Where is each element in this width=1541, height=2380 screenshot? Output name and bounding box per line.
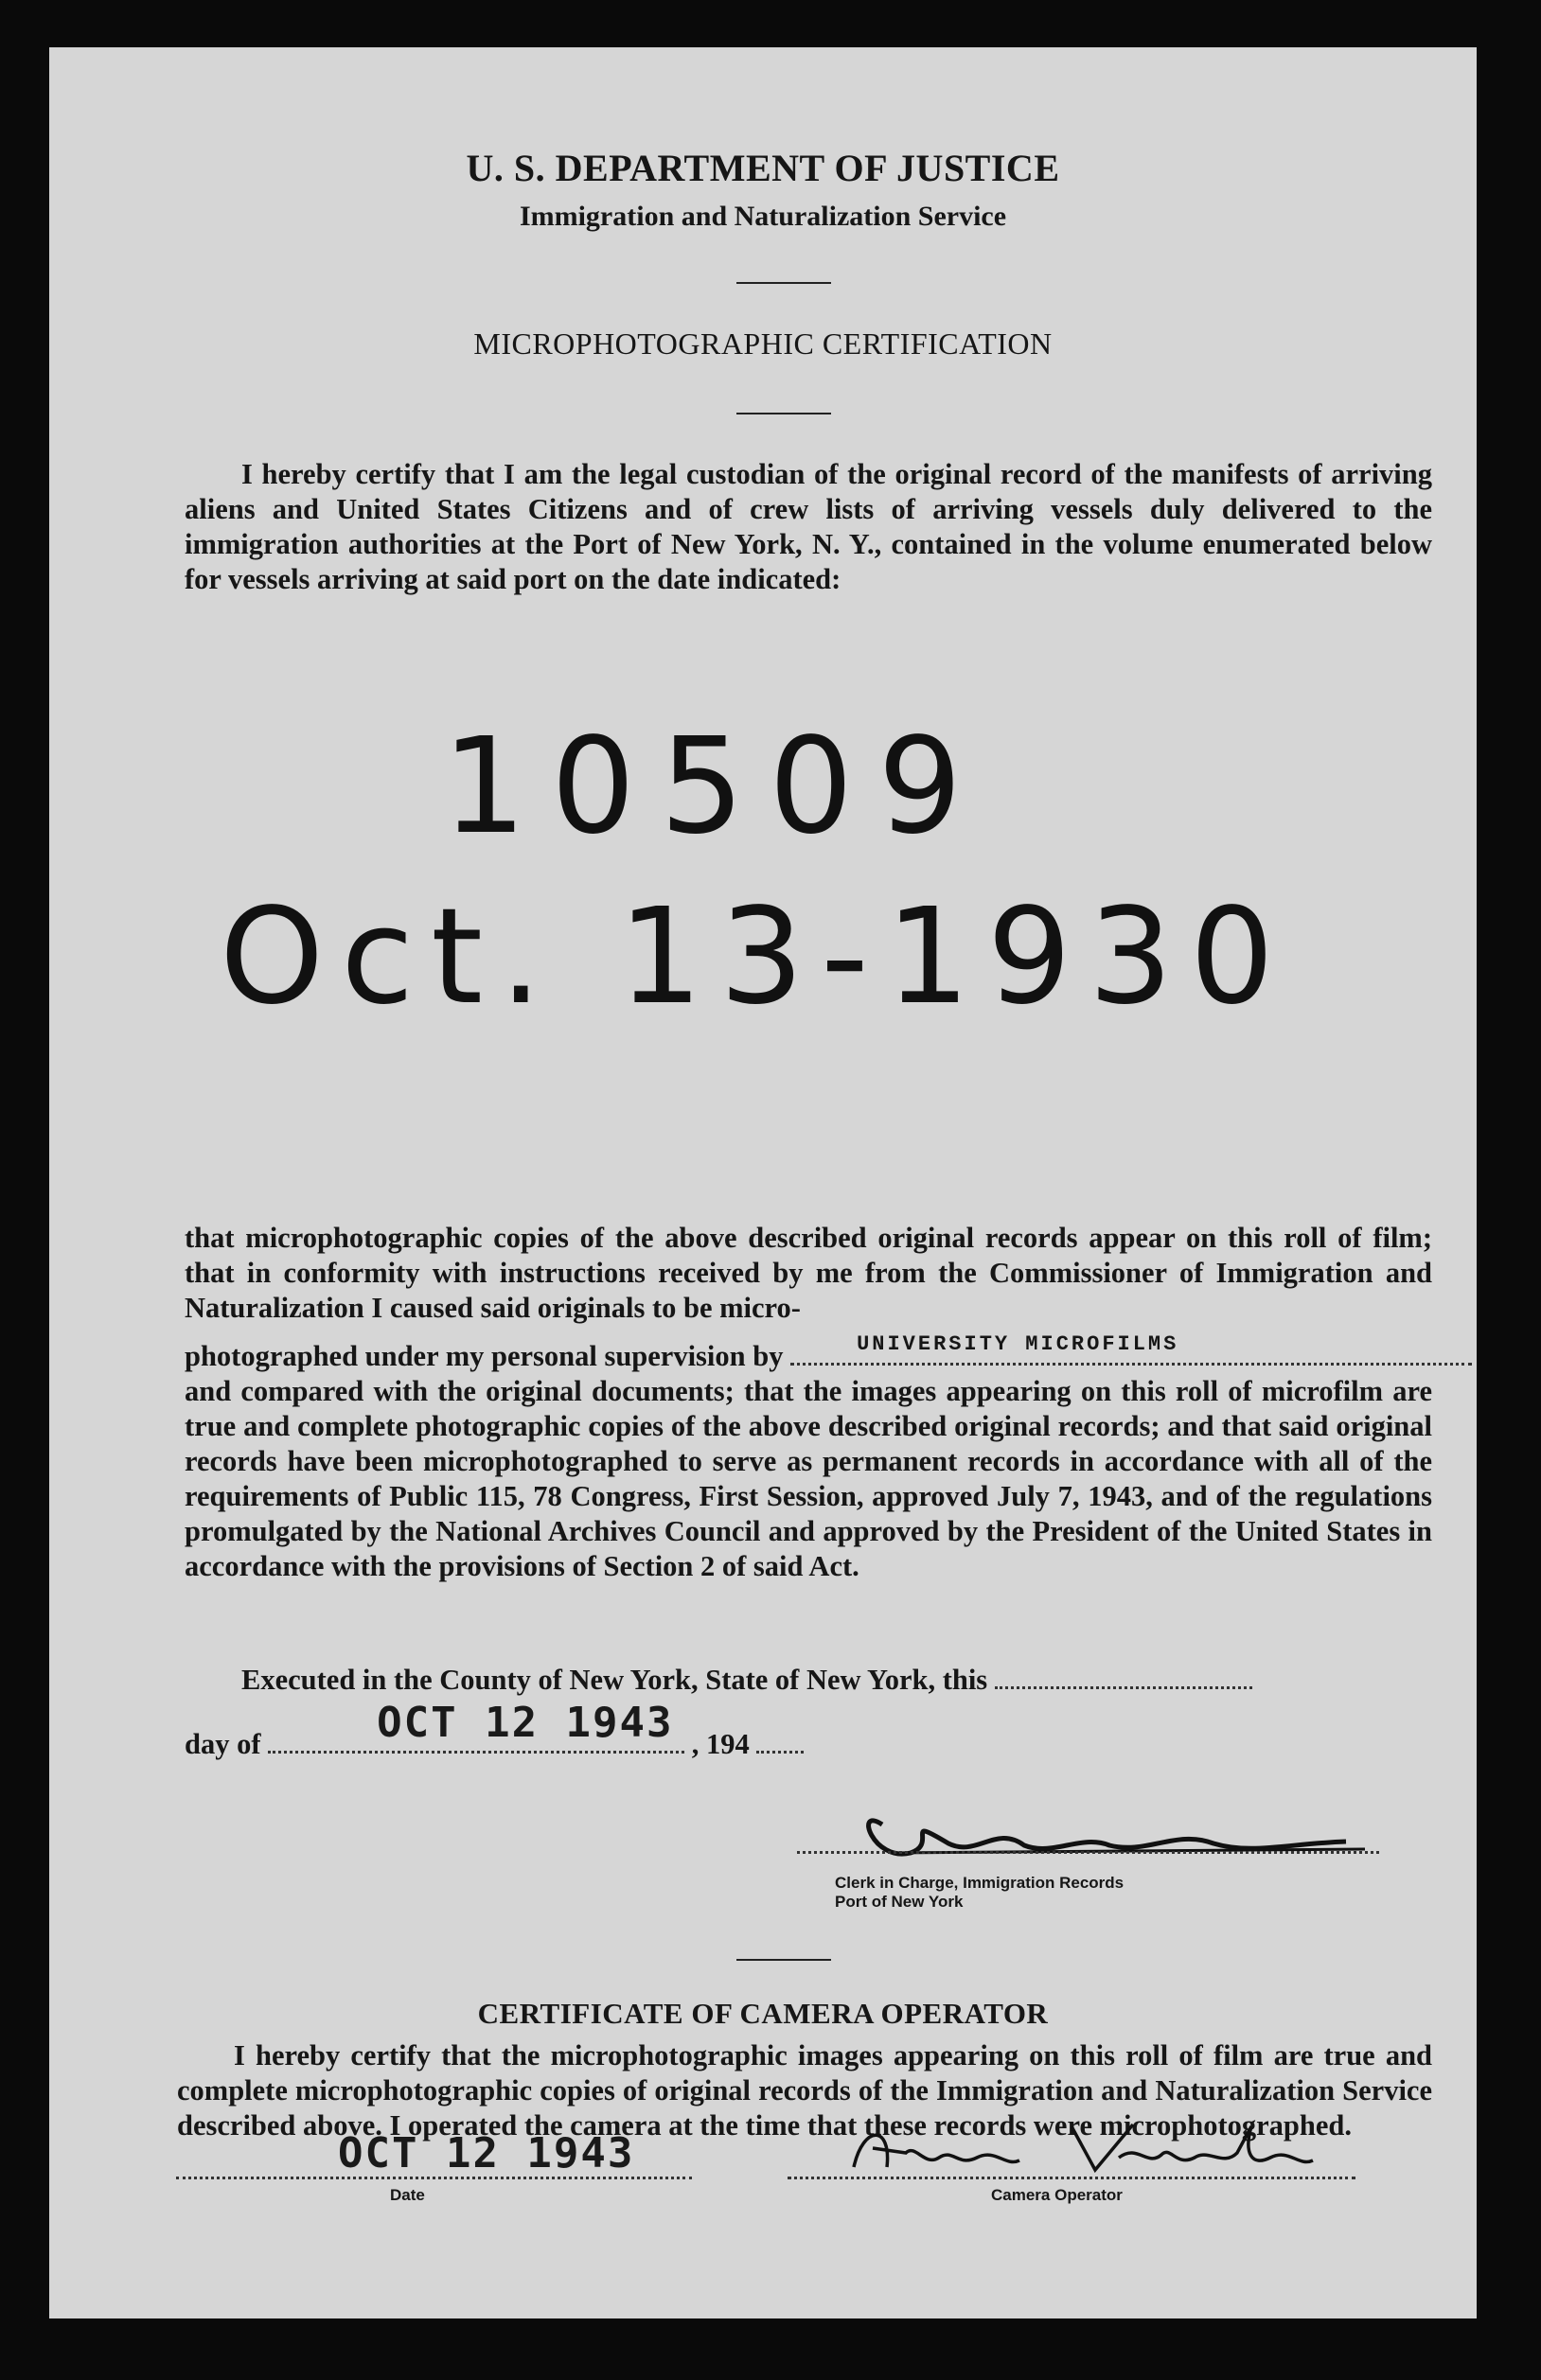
certification-title: MICROPHOTOGRAPHIC CERTIFICATION [473,326,1053,361]
executed-line [241,1663,1252,1698]
year-blank [756,1732,804,1754]
clerk-title: Clerk in Charge, Immigration Records [835,1874,1125,1892]
camera-date-label: Date [390,2186,425,2204]
divider [736,413,831,414]
custodian-paragraph: I hereby certify that I am the legal custodian of the original record of the manifests of arriving aliens and United States Citizens and of crew lists of arriving vessels duly delivered to the immigration authorities at the Port of New York, N. Y., contained in the volume enumerated below for vessels arriving at said port on the date indicated: [185,458,1432,595]
date-stamp: OCT 12 1943 [377,1699,674,1747]
clerk-signature-line [797,1851,1379,1854]
supervision-line [185,1332,1432,1374]
clerk-signature-block [797,1787,1422,1872]
handwritten-volume-date: Oct. 13-1930 [220,880,1292,1034]
photographer-name: UNIVERSITY MICROFILMS [857,1332,1179,1356]
camera-date-stamp: OCT 12 1943 [338,2129,635,2177]
certificate-page [49,47,1477,2318]
year-prefix: , 194 [691,1728,750,1760]
supervision-text: photographed under my personal supervision by [185,1340,784,1372]
clerk-port: Port of New York [835,1893,964,1911]
camera-operator-signature [835,2115,1327,2181]
day-of-line [185,1699,804,1762]
service-subheading: Immigration and Naturalization Service [519,201,1007,232]
department-heading: U. S. DEPARTMENT OF JUSTICE [466,147,1060,189]
photographer-field [790,1332,1472,1366]
camera-certificate-title: CERTIFICATE OF CAMERA OPERATOR [477,1997,1049,2030]
day-of-blank [268,1699,684,1754]
body-paragraph-a: that microphotographic copies of the above described original records appear on this roll of film; that in conformity with instructions received by me from the Commissioner of Immigration and Naturalization I caused said originals to be micro- [185,1222,1432,1324]
divider [736,282,831,284]
executed-text: Executed in the County of New York, State of New York, this [241,1664,988,1696]
camera-operator-line [788,2177,1355,2179]
clerk-signature [835,1787,1403,1872]
camera-operator-label: Camera Operator [991,2186,1123,2204]
divider [736,1959,831,1961]
camera-certificate-paragraph: I hereby certify that the microphotographic images appearing on this roll of film are true and complete microphotographic copies of original records of the Immigration and Naturalization Service described above. I operated the camera at the time that these records were microphotographed. [177,2039,1432,2142]
day-of-text: day of [185,1728,261,1760]
handwritten-volume-number: 10509 [442,710,987,864]
executed-blank [995,1667,1252,1689]
body-paragraph-c: and compared with the original documents; that the images appearing on this roll of microfilm are true and complete photographic copies of the above described original records; and that said original records have been microphotographed to serve as permanent records in accordance with all of the requirements of Public 115, 78 Congress, First Session, approved July 7, 1943, and of the regulations promulgated by the National Archives Council and approved by the President of the United States in accordance with the provisions of Section 2 of said Act. [185,1375,1432,1582]
